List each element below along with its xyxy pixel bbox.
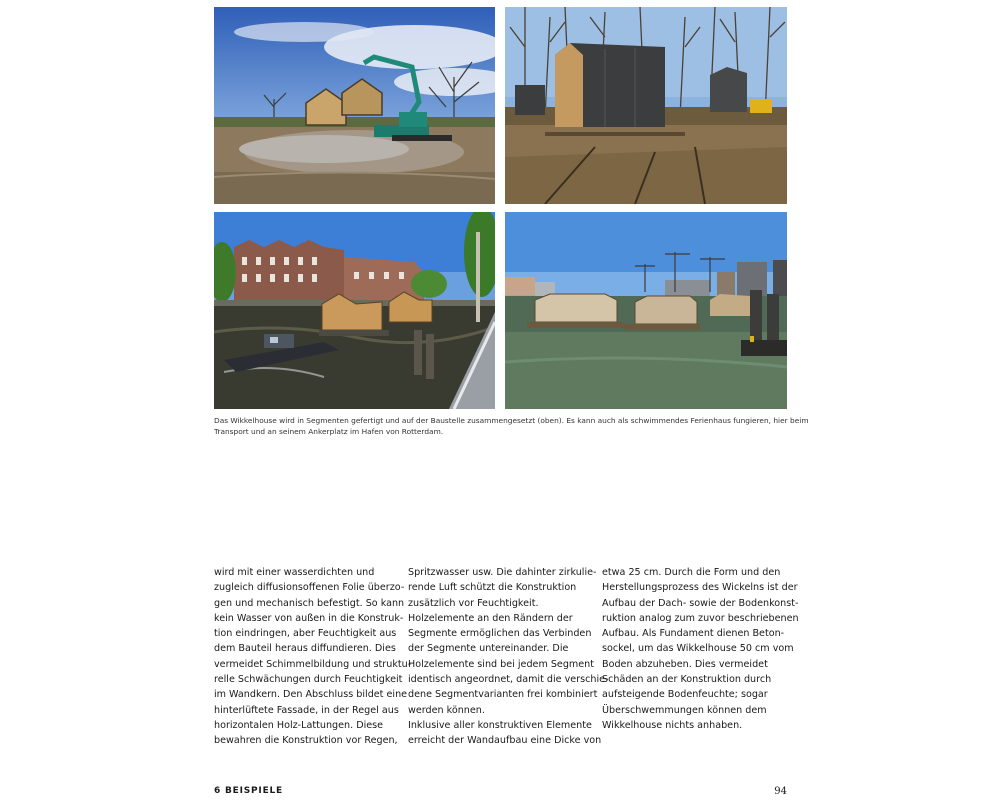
text-line: zusätzlich vor Feuchtigkeit.: [408, 597, 539, 609]
text-line: hinterlüftete Fassade, in der Regel aus: [214, 704, 399, 716]
text-line: im Wandkern. Den Abschluss bildet eine: [214, 689, 408, 701]
text-line: identisch angeordnet, damit die verschie-: [408, 674, 609, 686]
text-line: Herstellungsprozess des Wickelns ist der: [602, 582, 798, 594]
text-line: Wikkelhouse nichts anhaben.: [602, 719, 743, 731]
text-line: rende Luft schützt die Konstruktion: [408, 582, 577, 594]
photo-assembled-houses: [505, 7, 787, 204]
text-line: dem Bauteil heraus diffundieren. Dies: [214, 643, 396, 655]
text-line: Inklusive aller konstruktiven Elemente: [408, 719, 592, 731]
text-column-1: [214, 565, 412, 749]
text-line: zugleich diffusionsoffenen Folie überzo-: [214, 582, 405, 594]
caption-line: Das Wikkelhouse wird in Segmenten gefertigt und auf der Baustelle zusammengesetzt (oben). Es kann auch als schwimmendes Ferienhaus fungieren, hier beim: [214, 416, 809, 425]
text-line: Holzelemente sind bei jedem Segment: [408, 658, 595, 670]
text-line: vermeidet Schimmelbildung und struktu-: [214, 658, 412, 670]
text-column-2: [408, 565, 609, 749]
text-line: Schäden an der Konstruktion durch: [602, 674, 772, 686]
photo-floating-transport: [214, 212, 495, 409]
text-line: kein Wasser von außen in die Konstruk-: [214, 612, 404, 624]
text-line: aufsteigende Bodenfeuchte; sogar: [602, 689, 768, 701]
text-line: erreicht der Wandaufbau eine Dicke von: [408, 735, 602, 747]
text-line: Aufbau. Als Fundament dienen Beton-: [602, 628, 785, 640]
photo-excavator-placing-segment: [214, 7, 495, 204]
text-line: dene Segmentvarianten frei kombiniert: [408, 689, 598, 701]
text-line: sockel, um das Wikkelhouse 50 cm vom: [602, 643, 794, 655]
footer-section-label: 6 BEISPIELE: [214, 786, 284, 796]
text-line: etwa 25 cm. Durch die Form und den: [602, 567, 781, 578]
text-line: tion eindringen, aber Feuchtigkeit aus: [214, 628, 397, 640]
text-column-3: [602, 565, 799, 733]
text-line: der Segmente untereinander. Die: [408, 643, 569, 655]
text-line: horizontalen Holz-Lattungen. Diese: [214, 719, 384, 731]
photo-floating-mooring: [505, 212, 787, 409]
figure-caption: [214, 416, 809, 437]
text-line: Spritzwasser usw. Die dahinter zirkulie-: [408, 567, 597, 578]
text-line: ruktion analog zum zuvor beschriebenen: [602, 612, 799, 624]
text-line: wird mit einer wasserdichten und: [214, 567, 375, 578]
text-line: Boden abzuheben. Dies vermeidet: [602, 658, 768, 670]
text-line: Aufbau der Dach- sowie der Bodenkonst-: [602, 597, 799, 609]
text-line: Segmente ermöglichen das Verbinden: [408, 628, 592, 640]
page-number: 94: [774, 786, 787, 797]
text-line: Holzelemente an den Rändern der: [408, 612, 573, 624]
text-line: Überschwemmungen können dem: [602, 704, 767, 716]
text-line: gen und mechanisch befestigt. So kann: [214, 597, 405, 609]
caption-line: Transport und an seinem Ankerplatz im Hafen von Rotterdam.: [214, 426, 444, 436]
text-line: relle Schwächungen durch Feuchtigkeit: [214, 674, 403, 686]
text-line: werden können.: [408, 704, 485, 716]
text-line: bewahren die Konstruktion vor Regen,: [214, 735, 398, 747]
